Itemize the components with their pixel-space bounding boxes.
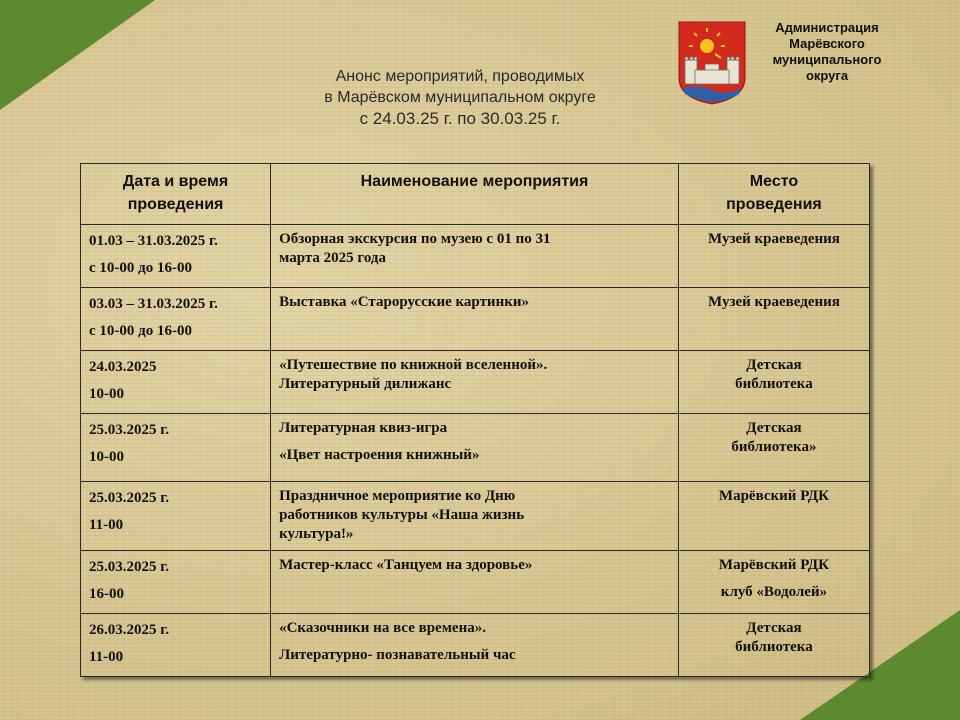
event-time: 11-00: [89, 649, 124, 665]
event-date: 03.03 – 31.03.2025 г.: [89, 296, 218, 312]
event-time: 10-00: [89, 449, 124, 465]
event-date-cell: [81, 614, 271, 677]
event-date: 26.03.2025 г.: [89, 622, 170, 638]
event-venue-cell: [678, 551, 869, 614]
event-date-cell: [81, 414, 271, 482]
admin-line-3: муниципального: [772, 52, 882, 67]
event-venue-line-1: Марёвский РДК: [718, 488, 829, 504]
event-venue-line-1: Музей краеведения: [708, 231, 840, 247]
event-name-cell: [271, 225, 679, 288]
header-date-time: [81, 164, 271, 225]
event-venue-cell: [678, 482, 869, 551]
header-event-name: [271, 164, 679, 225]
admin-line-1: Администрация: [775, 20, 879, 35]
header-date-line-1: Дата и время: [122, 173, 229, 190]
title-line-1: Анонс мероприятий, проводимых: [335, 68, 585, 85]
event-venue-line-1: Марёвский РДК: [718, 557, 829, 573]
event-name-line-1: Праздничное мероприятие ко Дню: [279, 488, 516, 504]
event-name-line-1: Выставка «Старорусские картинки»: [279, 294, 530, 310]
event-date: 24.03.2025: [89, 359, 157, 375]
event-name-line-2: марта 2025 года: [279, 250, 386, 266]
corner-decoration-top-left: [0, 0, 155, 110]
table-row: [81, 614, 870, 677]
event-time: 16-00: [89, 586, 124, 602]
event-name-line-3: культура!»: [279, 526, 354, 542]
administration-label: [757, 20, 897, 84]
event-time: 11-00: [89, 517, 124, 533]
event-date: 25.03.2025 г.: [89, 422, 170, 438]
event-venue-cell: [678, 288, 869, 351]
title-line-2: в Марёвском муниципальном округе: [324, 89, 596, 106]
event-date-cell: [81, 288, 271, 351]
announcement-title: [250, 66, 670, 129]
event-name-line-1: «Путешествие по книжной вселенной».: [279, 357, 548, 373]
event-venue-line-2: библиотека: [735, 376, 813, 392]
table-row: [81, 351, 870, 414]
event-name-line-2: «Цвет настроения книжный»: [279, 447, 480, 463]
event-venue-line-2: библиотека: [735, 639, 813, 655]
table-row: [81, 551, 870, 614]
event-date: 25.03.2025 г.: [89, 559, 170, 575]
header-place-line-1: Место: [749, 173, 799, 190]
table-header-row: [81, 164, 870, 225]
event-time: 10-00: [89, 386, 124, 402]
event-name-cell: [271, 614, 679, 677]
table-row: [81, 482, 870, 551]
event-venue-line-1: Детская: [746, 357, 802, 373]
event-name-line-2: Литературный дилижанс: [279, 376, 452, 392]
event-name-cell: [271, 414, 679, 482]
event-venue-cell: [678, 351, 869, 414]
event-name-cell: [271, 482, 679, 551]
event-venue-cell: [678, 225, 869, 288]
event-venue-line-2: клуб «Водолей»: [720, 584, 828, 600]
event-venue-cell: [678, 414, 869, 482]
coat-of-arms-emblem: [677, 20, 747, 106]
event-venue-line-1: Музей краеведения: [708, 294, 840, 310]
event-time: с 10-00 до 16-00: [89, 323, 192, 339]
header-name-text: Наименование мероприятия: [360, 173, 589, 190]
event-venue-line-2: библиотека»: [731, 439, 817, 455]
event-venue-cell: [678, 614, 869, 677]
header-place-line-2: проведения: [726, 196, 822, 213]
admin-line-2: Марёвского: [789, 36, 865, 51]
event-name-line-1: Литературная квиз-игра: [279, 420, 448, 436]
event-name-cell: [271, 288, 679, 351]
table-row: [81, 225, 870, 288]
event-name-cell: [271, 351, 679, 414]
event-venue-line-1: Детская: [746, 420, 802, 436]
header-venue: [678, 164, 869, 225]
event-name-line-1: «Сказочники на все времена».: [279, 620, 486, 636]
event-time: с 10-00 до 16-00: [89, 260, 192, 276]
event-date-cell: [81, 351, 271, 414]
admin-line-4: округа: [805, 68, 849, 83]
header-date-line-2: проведения: [127, 196, 224, 213]
event-name-line-1: Обзорная экскурсия по музею с 01 по 31: [279, 231, 551, 247]
event-date-cell: [81, 551, 271, 614]
event-name-line-2: работников культуры «Наша жизнь: [279, 507, 525, 523]
event-name-line-2: Литературно- познавательный час: [279, 647, 516, 663]
events-table: [80, 163, 870, 677]
event-name-line-1: Мастер-класс «Танцуем на здоровье»: [279, 557, 533, 573]
table-row: [81, 288, 870, 351]
event-venue-line-1: Детская: [746, 620, 802, 636]
event-date-cell: [81, 482, 271, 551]
event-date: 25.03.2025 г.: [89, 490, 170, 506]
table-row: [81, 414, 870, 482]
event-date: 01.03 – 31.03.2025 г.: [89, 233, 218, 249]
title-line-3: с 24.03.25 г. по 30.03.25 г.: [359, 109, 561, 128]
event-date-cell: [81, 225, 271, 288]
event-name-cell: [271, 551, 679, 614]
